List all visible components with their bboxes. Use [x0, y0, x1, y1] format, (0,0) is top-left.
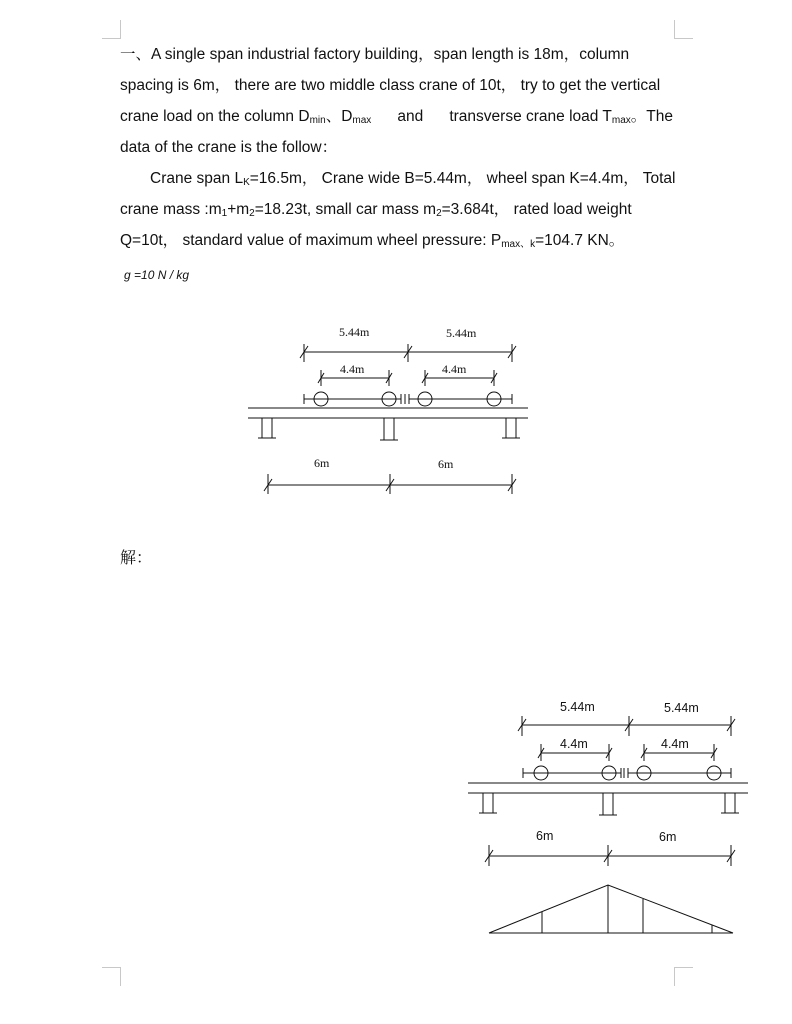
- problem-line: data of the crane is the follow：: [120, 139, 338, 156]
- problem-line: Q=10t， standard value of maximum wheel pressure: $P_{max、k}=104.7$ KN。: [120, 232, 625, 250]
- dim-label: 4.4m: [560, 737, 588, 751]
- problem-line: crane load on the column $D_{min}$、$D_{max}$ and transverse crane load $T_{max}$。The: [120, 108, 673, 126]
- dim-label: 4.4m: [340, 362, 365, 376]
- dim-label: 6m: [438, 457, 454, 471]
- gravity-constant: g =10 N / kg: [124, 268, 190, 282]
- problem-line: crane mass $:m_1+m_2=18.23t$, small car mass $m_2=3.684t$， rated load weight: [120, 201, 632, 219]
- dim-label: 5.44m: [664, 701, 699, 715]
- dim-label: 4.4m: [442, 362, 467, 376]
- problem-line: 一、A single span industrial factory building，span length is 18m，column: [120, 46, 630, 63]
- dim-label: 5.44m: [560, 700, 595, 714]
- solution-label: 解：: [120, 548, 153, 567]
- influence-line: [489, 885, 733, 933]
- problem-line: spacing is 6m， there are two middle class crane of 10t， try to get the vertical: [120, 77, 661, 94]
- dim-label: 6m: [536, 829, 554, 843]
- dim-label: 5.44m: [339, 325, 370, 339]
- dim-label: 6m: [659, 830, 677, 844]
- dim-label: 5.44m: [446, 326, 477, 340]
- dim-label: 4.4m: [661, 737, 689, 751]
- dim-label: 6m: [314, 456, 330, 470]
- problem-line: Crane span $L_K=16.5m$， Crane wide B=5.44m， wheel span K=4.4m， Total: [150, 170, 676, 188]
